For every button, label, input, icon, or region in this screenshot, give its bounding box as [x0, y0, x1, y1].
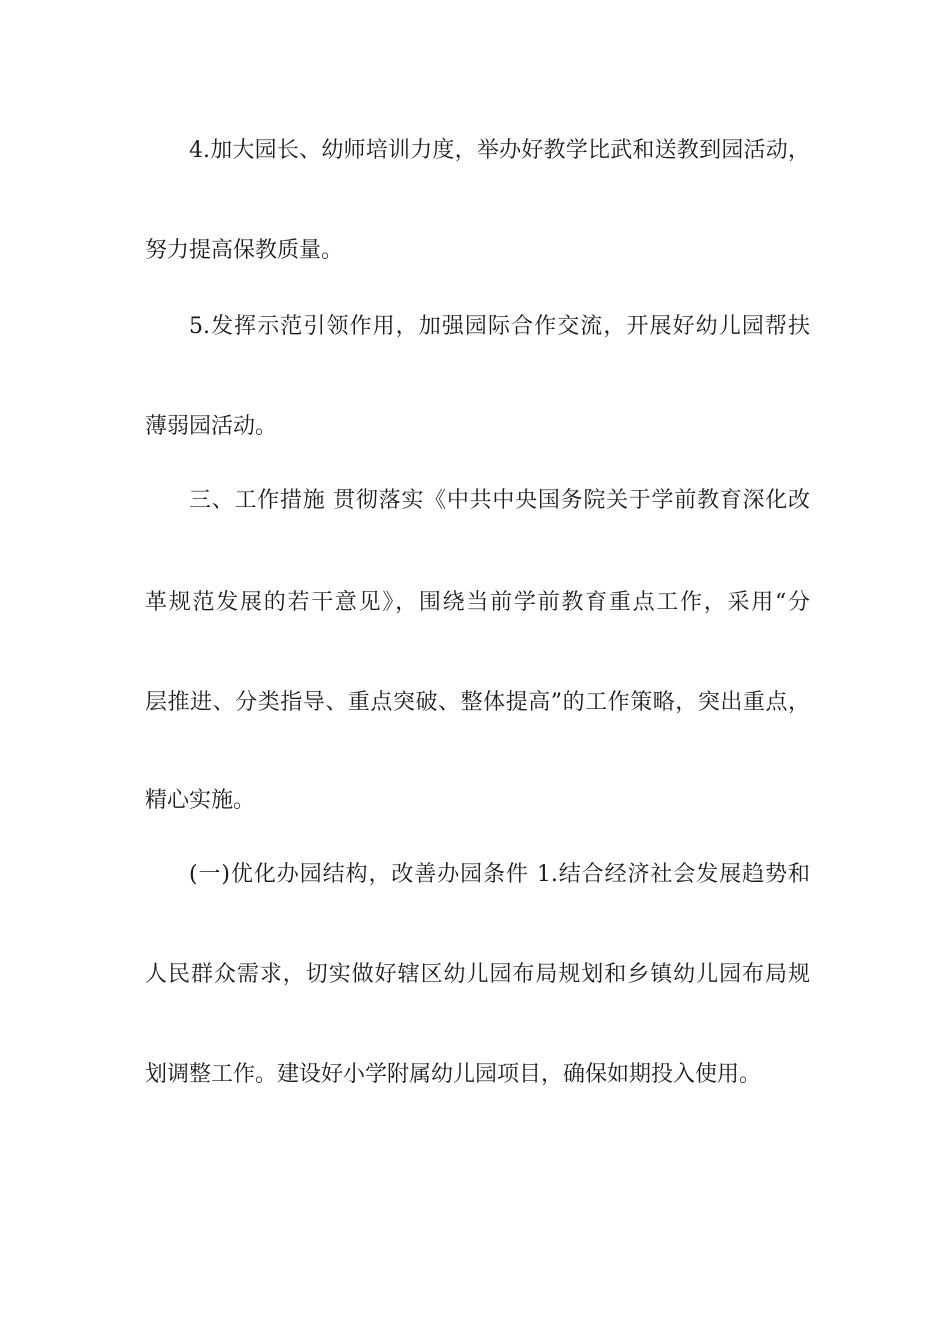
text-line-10: 人民群众需求，切实做好辖区幼儿园布局规划和乡镇幼儿园布局规 — [145, 962, 810, 987]
text-line-5: 三、工作措施 贯彻落实《中共中央国务院关于学前教育深化改 — [189, 488, 810, 513]
text-line-3: 5.发挥示范引领作用，加强园际合作交流，开展好幼儿园帮扶 — [189, 314, 810, 339]
text-line-8: 精心实施。 — [145, 788, 256, 813]
text-line-6: 革规范发展的若干意见》，围绕当前学前教育重点工作，采用“分 — [145, 590, 810, 615]
text-line-7: 层推进、分类指导、重点突破、整体提高”的工作策略，突出重点， — [145, 690, 810, 715]
text-line-4: 薄弱园活动。 — [145, 414, 278, 439]
text-line-1: 4.加大园长、幼师培训力度，举办好教学比武和送教到园活动， — [189, 138, 810, 163]
text-line-2: 努力提高保教质量。 — [145, 238, 344, 263]
text-line-9: (一)优化办园结构，改善办园条件 1.结合经济社会发展趋势和 — [189, 862, 810, 887]
text-line-11: 划调整工作。建设好小学附属幼儿园项目，确保如期投入使用。 — [145, 1062, 762, 1087]
